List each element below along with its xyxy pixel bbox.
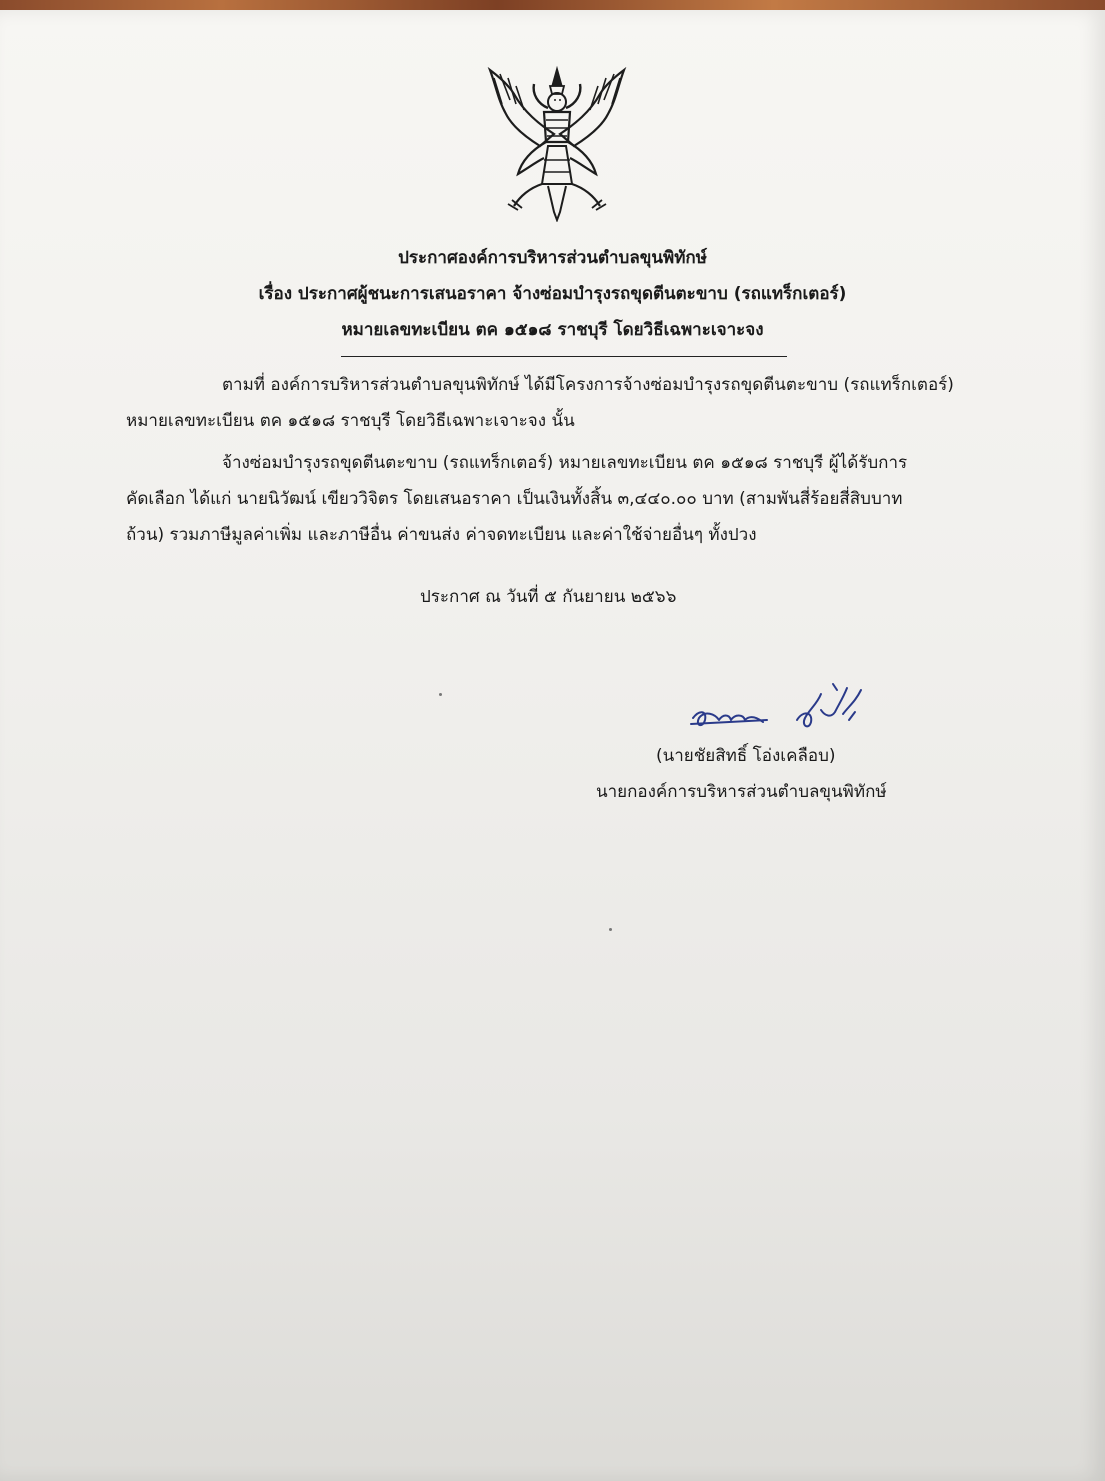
garuda-emblem-icon xyxy=(484,64,630,222)
paragraph-2-line-1: จ้างซ่อมบำรุงรถขุดตีนตะขาบ (รถแทร็กเตอร์) หมายเลขทะเบียน ตค ๑๕๑๘ ราชบุรี ผู้ได้รับการ xyxy=(222,453,908,473)
paragraph-2-line-2: คัดเลือก ได้แก่ นายนิวัฒน์ เขียววิจิตร โดยเสนอราคา เป็นเงินทั้งสิ้น ๓,๔๔๐.๐๐ บาท (สามพันสี่ร้อยสี่สิบบาท xyxy=(126,489,903,509)
title-line-2: เรื่อง ประกาศผู้ชนะการเสนอราคา จ้างซ่อมบำรุงรถขุดตีนตะขาบ (รถแทร็กเตอร์) xyxy=(258,284,847,304)
paper-speck xyxy=(439,693,442,696)
paragraph-1-line-1: ตามที่ องค์การบริหารส่วนตำบลขุนพิทักษ์ ได้มีโครงการจ้างซ่อมบำรุงรถขุดตีนตะขาบ (รถแทร็กเตอร์) xyxy=(222,375,954,395)
title-divider xyxy=(341,356,787,357)
paper-speck xyxy=(609,928,612,931)
title-line-3: หมายเลขทะเบียน ตค ๑๕๑๘ ราชบุรี โดยวิธีเฉพาะเจาะจง xyxy=(341,320,764,340)
document-page xyxy=(0,10,1105,1481)
document-title xyxy=(0,240,1105,348)
paragraph-2-line-3: ถ้วน) รวมภาษีมูลค่าเพิ่ม และภาษีอื่น ค่าขนส่ง ค่าจดทะเบียน และค่าใช้จ่ายอื่นๆ ทั้งปวง xyxy=(126,525,757,545)
title-line-1: ประกาศองค์การบริหารส่วนตำบลขุนพิทักษ์ xyxy=(398,248,707,268)
signatory-position: นายกองค์การบริหารส่วนตำบลขุนพิทักษ์ xyxy=(596,782,887,802)
paragraph-1-line-2: หมายเลขทะเบียน ตค ๑๕๑๘ ราชบุรี โดยวิธีเฉพาะเจาะจง นั้น xyxy=(126,411,575,431)
signatory-name: (นายชัยสิทธิ์ โอ่งเคลือบ) xyxy=(656,746,836,766)
announcement-date: ประกาศ ณ วันที่ ๕ กันยายน ๒๕๖๖ xyxy=(420,587,677,607)
handwritten-signature xyxy=(685,680,875,738)
